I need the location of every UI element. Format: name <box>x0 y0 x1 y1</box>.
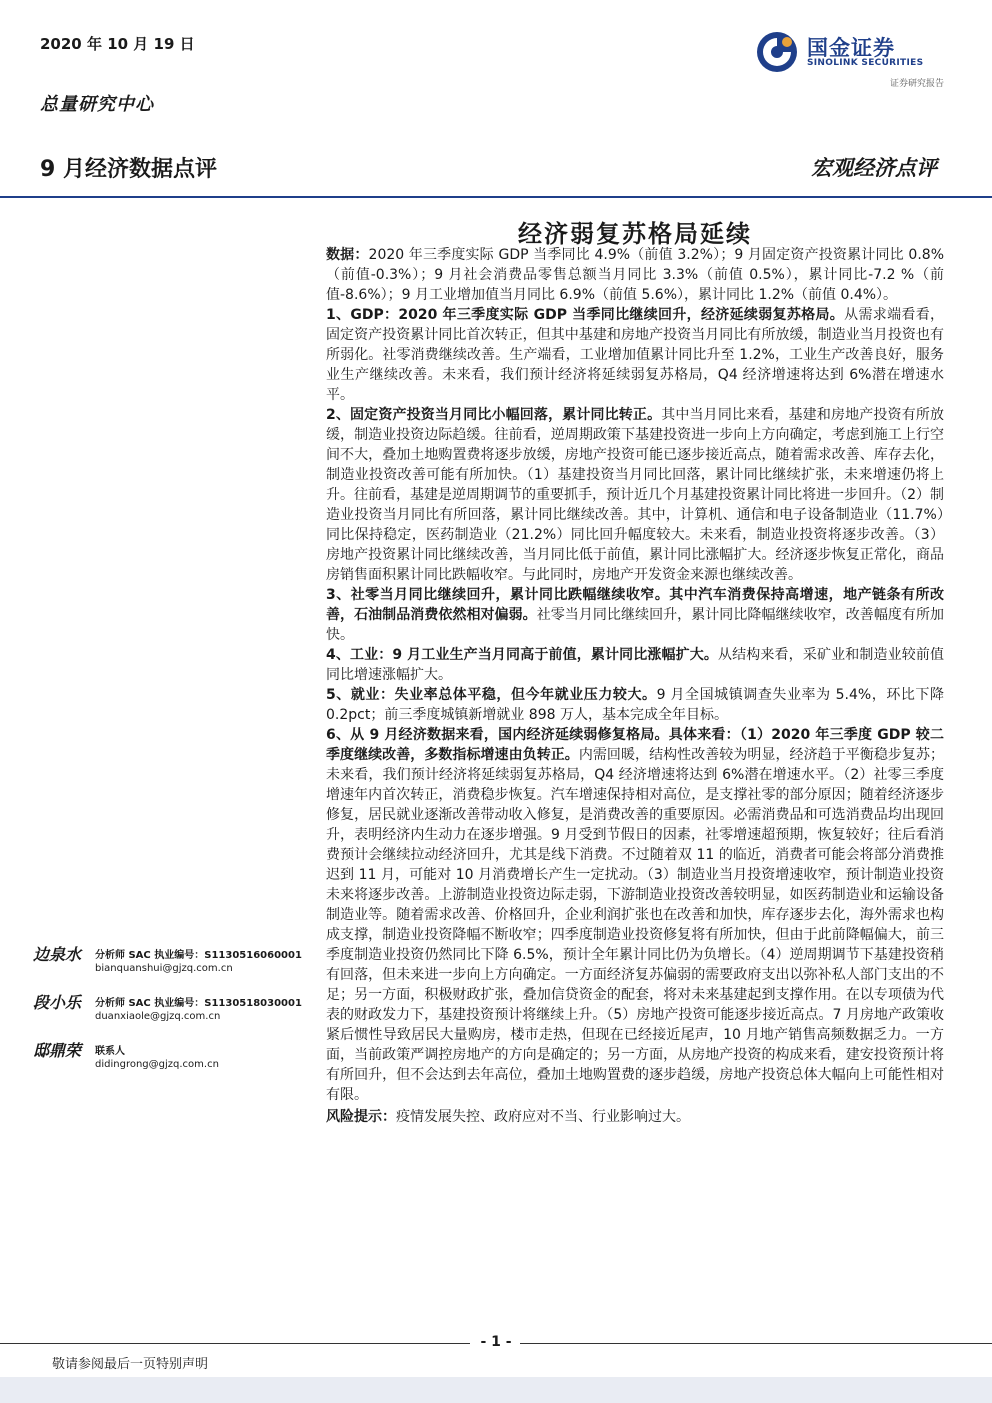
paragraph-investment <box>326 405 944 585</box>
author-role: 联系人 <box>95 1046 125 1057</box>
author-email[interactable]: duanxiaole@gjzq.com.cn <box>95 1011 221 1022</box>
paragraph-retail <box>326 585 944 645</box>
paragraph-employment <box>326 685 944 725</box>
author-role: 分析师 SAC 执业编号：S1130516060001 <box>95 950 302 961</box>
paragraph-text: 2020 年三季度实际 GDP 当季同比 4.9%（前值 3.2%）；9 月固定资产投资累计同比 0.8%（前值-0.3%）；9 月社会消费品零售总额当月同比 3.3%（前值 0.5%），累计同比-7.2 %（前值-8.6%）；9 月工业增加值当月同比 6.9%（前值 5.6%），累计同比 1.2%（前值 0.4%）。 <box>326 247 944 303</box>
report-date: 2020 年 10 月 19 日 <box>40 35 195 53</box>
paragraph-text: 从结构来看，采矿业和制造业较前值同比增速涨幅扩大。 <box>326 647 944 683</box>
paragraph-data <box>326 245 944 305</box>
risk-text: 疫情发展失控、政府应对不当、行业影响过大。 <box>396 1109 690 1125</box>
sinolink-logo-icon <box>755 30 799 74</box>
paragraph-text: 其中当月同比来看，基建和房地产投资有所放缓，制造业投资边际趋缓。往前看，逆周期政策下基建投资进一步向上方向确定，考虑到施工上行空间不大，叠加土地购置费将逐步放缓，房地产投资可能已逐步接近高点，随着需求改善、库存去化，制造业投资改善可能有所加快。（1）基建投资当月同比回落，累计同比继续扩张，未来增速仍将上升。往前看，基建是逆周期调节的重要抓手，预计近几个月基建投资累计同比将进一步回升。（2）制造业投资当月同比有所回落，累计同比继续改善。其中，计算机、通信和电子设备制造业（11.7%）同比保持稳定，医药制造业（21.2%）同比回升幅度较大。未来看，制造业投资将逐步改善。（3）房地产投资累计同比继续改善，当月同比低于前值，累计同比涨幅扩大。经济逐步恢复正常化，商品房销售面积累计同比跌幅收窄。与此同时，房地产开发资金来源也继续改善。 <box>326 407 944 583</box>
report-type: 宏观经济点评 <box>811 156 937 180</box>
author-email[interactable]: bianquanshui@gjzq.com.cn <box>95 963 233 974</box>
paragraph-lead: 2、固定资产投资当月同比小幅回落，累计同比转正。 <box>326 407 662 423</box>
author-name: 段小乐 <box>33 993 82 1012</box>
paragraph-text: 内需回暖，结构性改善较为明显，经济趋于平衡稳步复苏；未来看，我们预计经济将延续弱复苏格局，Q4 经济增速将达到 6%潜在增速水平。（2）社零三季度增速年内首次转正，消费稳步恢复。汽车增速保持相对高位，是支撑社零的部分原因；随着经济逐步修复，居民就业逐渐改善带动收入修复，是消费改善的重要原因。必需消费品和可选消费品均出现回升，表明经济内生动力在逐步增强。9 月受到节假日的因素，社零增速超预期，恢复较好；往后看消费预计会继续拉动经济回升，尤其是线下消费。不过随着双 11 的临近，消费者可能会将部分消费推迟到 11 月，可能对 10 月消费增长产生一定扰动。（3）制造业当月投资增速收窄，预计制造业投资未来将逐步改善。上游制造业投资边际走弱，下游制造业投资改善较明显，如医药制造业和运输设备制造业等。随着需求改善、价格回升，企业利润扩张也在改善和加快，库存逐步去化，海外需求也构成支撑，制造业投资降幅不断收窄；四季度制造业投资修复将有所加快，但由于此前降幅偏大，前三季度制造业投资仍然同比下降 6.5%，预计全年累计同比仍为负增长。（4）逆周期调节下基建投资稍有回落，但未来进一步向上方向确定。一方面经济复苏偏弱的需要政府支出以弥补私人部门支出的不足；另一方面，积极财政扩张，叠加信贷资金的配套，将对未来基建起到支撑作用。在以专项债为代表的财政发力下，基建投资预计将继续上升。（5）房地产投资可能逐步接近高点。7 月房地产政策收紧后惯性导致居民大量购房，楼市走热，但现在已经接近尾声，10 月地产销售高频数据乏力。一方面，当前政策严调控房地产的方向是确定的；另一方面，从房地产投资的构成来看，建安投资预计将有所回升，但不会达到去年高位，叠加土地购置费的逐步趋缓，房地产投资总体大幅向上可能性相对有限。 <box>326 747 945 1103</box>
paragraph-text: 9 月全国城镇调查失业率为 5.4%，环比下降 0.2pct；前三季度城镇新增就业 898 万人，基本完成全年目标。 <box>326 687 944 723</box>
paragraph-lead: 数据： <box>326 247 369 263</box>
footer-disclaimer: 敬请参阅最后一页特别声明 <box>52 1357 209 1372</box>
paragraph-text: 社零当月同比继续回升，累计同比降幅继续收窄，改善幅度有所加快。 <box>326 607 945 643</box>
author-name: 边泉水 <box>33 945 82 964</box>
paragraph-lead: 6、从 9 月经济数据来看，国内经济延续弱修复格局。具体来看：（1）2020 年三季度 GDP 较二季度继续改善，多数指标增速由负转正。 <box>326 727 944 763</box>
paragraph-industry <box>326 645 944 685</box>
paragraph-summary <box>326 725 944 1105</box>
footer-divider-right <box>520 1343 992 1344</box>
paragraph-lead: 5、就业：失业率总体平稳，但今年就业压力较大。 <box>326 687 657 703</box>
report-title: 9 月经济数据点评 <box>40 157 217 182</box>
paragraph-text: 从需求端看看，固定资产投资累计同比首次转正，但其中基建和房地产投资当月同比有所放缓，制造业当月投资也有所弱化。社零消费继续改善。生产端看，工业增加值累计同比升至 1.2%，工业生产改善良好，服务业生产继续改善。未来看，我们预计经济将延续弱复苏格局，Q4 经济增速将达到 6%潜在增速水平。 <box>326 307 945 403</box>
author-name: 邸鼎荣 <box>33 1041 82 1060</box>
report-body <box>326 245 944 1127</box>
bottom-band <box>0 1377 992 1403</box>
page-number: - 1 - <box>480 1334 512 1350</box>
paragraph-gdp <box>326 305 944 405</box>
paragraph-lead: 4、工业：9 月工业生产当月同高于前值，累计同比涨幅扩大。 <box>326 647 719 663</box>
report-label: 证券研究报告 <box>889 79 944 89</box>
author-role: 分析师 SAC 执业编号：S1130518030001 <box>95 998 302 1009</box>
research-center: 总量研究中心 <box>40 94 154 115</box>
risk-warning <box>326 1107 944 1127</box>
logo-en-text: SINOLINK SECURITIES <box>807 58 924 68</box>
paragraph-lead: 3、社零当月同比继续回升，累计同比跌幅继续收窄。其中汽车消费保持高增速，地产链条有所改善，石油制品消费依然相对偏弱。 <box>326 587 944 623</box>
header-divider <box>0 196 992 198</box>
author-email[interactable]: didingrong@gjzq.com.cn <box>95 1059 219 1070</box>
headline: 经济弱复苏格局延续 <box>518 220 752 248</box>
paragraph-lead: 1、GDP：2020 年三季度实际 GDP 当季同比继续回升，经济延续弱复苏格局。 <box>326 307 845 323</box>
risk-label: 风险提示： <box>326 1109 396 1125</box>
logo-cn-text: 国金证券 <box>807 36 895 60</box>
